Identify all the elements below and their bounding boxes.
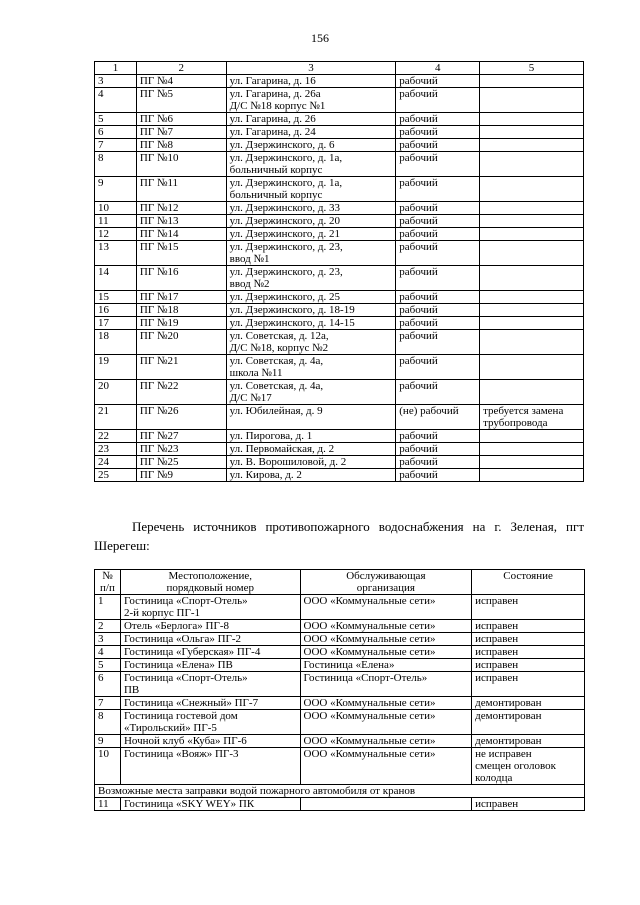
table-cell: 5 [95,113,137,126]
table-cell: ПГ №7 [136,126,226,139]
table-cell: ПГ №25 [136,456,226,469]
table-header-row [95,570,585,595]
table-cell: рабочий [396,177,480,202]
table-row [95,330,584,355]
section-label: Возможные места заправки водой пожарного автомобиля от кранов [95,785,585,798]
table-cell: ООО «Коммунальные сети» [300,710,472,735]
table-row [95,202,584,215]
table-cell: ул. Дзержинского, д. 14-15 [226,317,396,330]
table-section-row [95,785,585,798]
table-row [95,355,584,380]
table-cell: демонтирован [472,697,585,710]
table-cell [480,380,584,405]
table-cell: 14 [95,266,137,291]
table-cell: ПГ №19 [136,317,226,330]
table-cell: 4 [95,646,121,659]
table-cell [480,469,584,482]
table-row [95,291,584,304]
table-cell: Гостиница «Спорт-Отель» ПВ [120,672,300,697]
table-cell [480,177,584,202]
table-cell [480,291,584,304]
table-cell: 1 [95,62,137,75]
table-cell: рабочий [396,443,480,456]
table-cell: 5 [95,659,121,672]
table-row [95,672,585,697]
table-cell: исправен [472,646,585,659]
table-cell: рабочий [396,241,480,266]
table-row [95,241,584,266]
table-cell [480,304,584,317]
table-cell: рабочий [396,456,480,469]
table-cell: 3 [226,62,396,75]
table-row [95,646,585,659]
table-cell: Ночной клуб «Куба» ПГ-6 [120,735,300,748]
table-row [95,469,584,482]
table-cell [480,75,584,88]
table-cell: Гостиница «Вояж» ПГ-3 [120,748,300,785]
table-cell: демонтирован [472,710,585,735]
table-cell [480,456,584,469]
table-cell: 8 [95,710,121,735]
table-cell: 16 [95,304,137,317]
table-cell: Гостиница гостевой дом «Тирольский» ПГ-5 [120,710,300,735]
table-cell: рабочий [396,291,480,304]
table-cell [480,266,584,291]
table-cell: 9 [95,735,121,748]
table-cell: исправен [472,633,585,646]
table-cell: исправен [472,672,585,697]
table-row [95,735,585,748]
table-row [95,75,584,88]
table-cell: рабочий [396,469,480,482]
table-cell [480,215,584,228]
table-cell: Гостиница «Елена» ПВ [120,659,300,672]
table-cell: ул. Дзержинского, д. 25 [226,291,396,304]
table-row [95,456,584,469]
table-row [95,405,584,430]
table-cell: ул. Дзержинского, д. 18-19 [226,304,396,317]
table-cell: Обслуживающая организация [300,570,472,595]
table-cell: ПГ №12 [136,202,226,215]
table-cell: Гостиница «SKY WEY» ПК [120,798,300,811]
table-cell: рабочий [396,266,480,291]
table-cell: 3 [95,75,137,88]
table-cell: ПГ №8 [136,139,226,152]
table-row [95,266,584,291]
table-cell: ул. Дзержинского, д. 23, ввод №2 [226,266,396,291]
table-row [95,798,585,811]
table-cell: ул. Дзержинского, д. 21 [226,228,396,241]
table-cell: 13 [95,241,137,266]
table-cell [480,241,584,266]
table-cell [480,430,584,443]
table-cell [480,202,584,215]
table-cell: ПГ №10 [136,152,226,177]
table-cell: рабочий [396,304,480,317]
table-cell: 18 [95,330,137,355]
table-row [95,215,584,228]
table-row [95,304,584,317]
table-cell: ООО «Коммунальные сети» [300,748,472,785]
table-cell [480,113,584,126]
table-cell: ПГ №6 [136,113,226,126]
table-cell: ул. В. Ворошиловой, д. 2 [226,456,396,469]
table-cell [480,88,584,113]
table-cell: ПГ №13 [136,215,226,228]
table-cell: Гостиница «Спорт-Отель» 2-й корпус ПГ-1 [120,595,300,620]
table-cell: ул. Дзержинского, д. 1а, больничный корпус [226,152,396,177]
table-cell [480,317,584,330]
table-cell: 15 [95,291,137,304]
table-cell: 4 [95,88,137,113]
table-header-row [95,62,584,75]
table-cell: Гостиница «Ольга» ПГ-2 [120,633,300,646]
table-row [95,177,584,202]
table-cell: 19 [95,355,137,380]
table-row [95,228,584,241]
table-row [95,380,584,405]
table-row [95,430,584,443]
table-cell: 11 [95,798,121,811]
table-cell: 7 [95,697,121,710]
table-cell: рабочий [396,88,480,113]
table-cell: № п/п [95,570,121,595]
table-cell: ул. Кирова, д. 2 [226,469,396,482]
table-cell: 21 [95,405,137,430]
table-cell: 17 [95,317,137,330]
table-cell: ул. Дзержинского, д. 6 [226,139,396,152]
table-cell: рабочий [396,380,480,405]
table-row [95,748,585,785]
table-cell: рабочий [396,202,480,215]
table-row [95,710,585,735]
table-row [95,443,584,456]
table-cell: ООО «Коммунальные сети» [300,697,472,710]
table-cell: 4 [396,62,480,75]
table-cell: ПГ №22 [136,380,226,405]
table-cell: ПГ №5 [136,88,226,113]
section-paragraph: Перечень источников противопожарного водоснабжения на г. Зеленая, пгт Шерегеш: [94,519,584,553]
water-sources-table [94,569,585,811]
table-cell [480,228,584,241]
table-cell: 25 [95,469,137,482]
table-cell: 11 [95,215,137,228]
table-cell: ПГ №26 [136,405,226,430]
table-cell: 6 [95,126,137,139]
table-cell: рабочий [396,152,480,177]
table-cell: ул. Советская, д. 12а, Д/С №18, корпус №2 [226,330,396,355]
table-cell: ПГ №27 [136,430,226,443]
table-cell: ПГ №15 [136,241,226,266]
table-row [95,633,585,646]
table-cell: ПГ №21 [136,355,226,380]
table-row [95,152,584,177]
table-cell: ул. Дзержинского, д. 20 [226,215,396,228]
table-cell: ПГ №23 [136,443,226,456]
table-cell: ПГ №17 [136,291,226,304]
table-row [95,88,584,113]
table-cell [480,139,584,152]
table-cell: рабочий [396,113,480,126]
table-cell: 1 [95,595,121,620]
table-cell: ПГ №20 [136,330,226,355]
table-cell: Гостиница «Губерская» ПГ-4 [120,646,300,659]
table-cell: 10 [95,748,121,785]
table-cell: Местоположение, порядковый номер [120,570,300,595]
table-cell: ООО «Коммунальные сети» [300,620,472,633]
table-cell: ул. Гагарина, д. 16 [226,75,396,88]
table-cell: Гостиница «Спорт-Отель» [300,672,472,697]
table-cell: Отель «Берлога» ПГ-8 [120,620,300,633]
table-cell: рабочий [396,75,480,88]
table-cell: ООО «Коммунальные сети» [300,646,472,659]
table-cell: рабочий [396,355,480,380]
hydrant-table [94,61,584,482]
table-cell: ООО «Коммунальные сети» [300,595,472,620]
table-cell: ул. Гагарина, д. 26а Д/С №18 корпус №1 [226,88,396,113]
table-cell: Гостиница «Снежный» ПГ-7 [120,697,300,710]
table-row [95,139,584,152]
table-cell: ул. Гагарина, д. 24 [226,126,396,139]
table-cell: 5 [480,62,584,75]
table-cell: рабочий [396,228,480,241]
table-cell: ПГ №4 [136,75,226,88]
table-cell: ул. Первомайская, д. 2 [226,443,396,456]
table-cell: ул. Дзержинского, д. 1а, больничный корпус [226,177,396,202]
table-row [95,659,585,672]
table-cell: рабочий [396,430,480,443]
table-cell: 7 [95,139,137,152]
table-cell: рабочий [396,317,480,330]
table-cell: не исправен смещен оголовок колодца [472,748,585,785]
table-cell: 12 [95,228,137,241]
table-cell: 23 [95,443,137,456]
table-cell: ул. Советская, д. 4а, школа №11 [226,355,396,380]
table-cell: исправен [472,620,585,633]
table-row [95,620,585,633]
table-cell: 8 [95,152,137,177]
table-cell: 6 [95,672,121,697]
table-cell: 10 [95,202,137,215]
table-cell: Гостиница «Елена» [300,659,472,672]
page-number: 156 [311,31,329,45]
table-cell: рабочий [396,139,480,152]
table-cell: рабочий [396,330,480,355]
table-cell [480,355,584,380]
table-cell: рабочий [396,215,480,228]
table-cell: ул. Юбилейная, д. 9 [226,405,396,430]
table-cell: ул. Дзержинского, д. 23, ввод №1 [226,241,396,266]
table-cell: исправен [472,595,585,620]
table-cell: 22 [95,430,137,443]
table-cell: 2 [95,620,121,633]
table-cell: демонтирован [472,735,585,748]
table-row [95,317,584,330]
table-cell: ПГ №18 [136,304,226,317]
table-cell: 24 [95,456,137,469]
table-cell: ООО «Коммунальные сети» [300,735,472,748]
table-row [95,113,584,126]
table-cell [480,330,584,355]
table-cell: требуется замена трубопровода [480,405,584,430]
table-cell [300,798,472,811]
table-cell: ПГ №11 [136,177,226,202]
table-cell [480,443,584,456]
table-cell [480,152,584,177]
table-cell: ул. Советская, д. 4а, Д/С №17 [226,380,396,405]
table-cell: ул. Гагарина, д. 26 [226,113,396,126]
table-row [95,595,585,620]
table-cell [480,126,584,139]
table-cell: ПГ №14 [136,228,226,241]
table-cell: исправен [472,659,585,672]
table-cell: исправен [472,798,585,811]
table-row [95,697,585,710]
table-cell: ул. Пирогова, д. 1 [226,430,396,443]
table-cell: 3 [95,633,121,646]
table-cell: 2 [136,62,226,75]
table-row [95,126,584,139]
table-cell: 20 [95,380,137,405]
table-cell: ПГ №16 [136,266,226,291]
table-cell: 9 [95,177,137,202]
table-cell: ПГ №9 [136,469,226,482]
table-cell: Состояние [472,570,585,595]
table-cell: (не) рабочий [396,405,480,430]
table-cell: ООО «Коммунальные сети» [300,633,472,646]
table-cell: ул. Дзержинского, д. 33 [226,202,396,215]
table-cell: рабочий [396,126,480,139]
